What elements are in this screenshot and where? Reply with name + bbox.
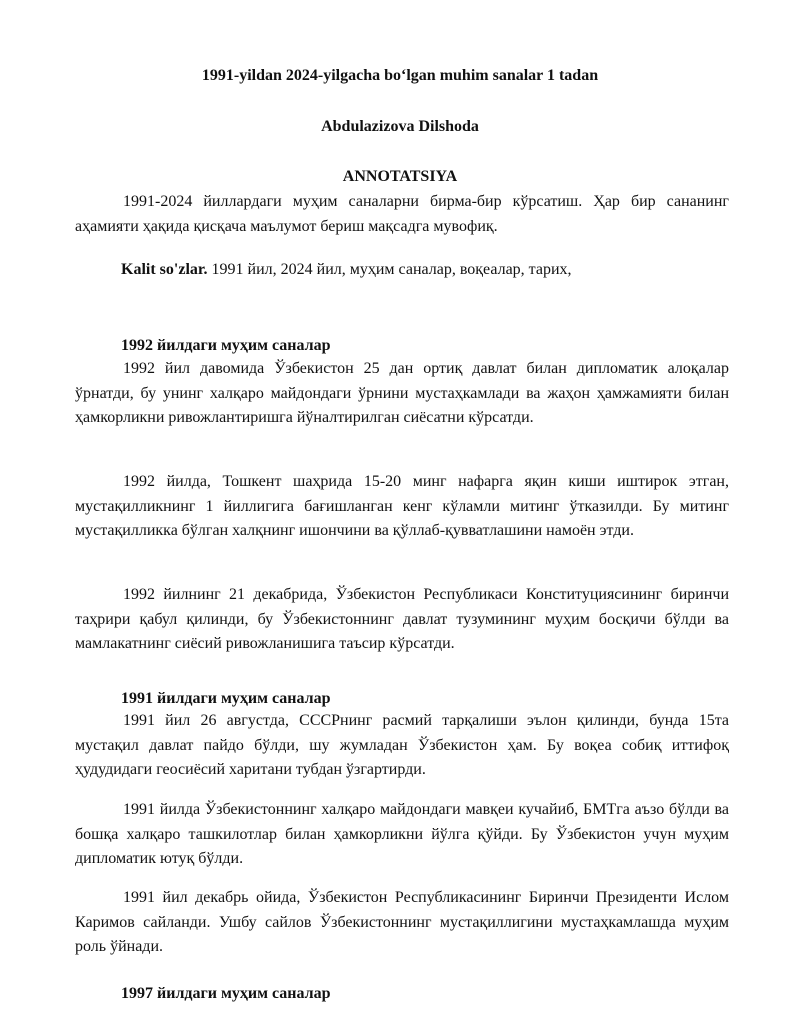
annotation-text-block bbox=[75, 190, 729, 239]
annotation-text: 1991-2024 йиллардаги муҳим саналарни бирма-бир кўрсатиш. Ҳар бир сананинг аҳамияти ҳақида қисқача маълумот бериш мақсадга мувофиқ. bbox=[75, 193, 729, 235]
section-1991-paragraph-1 bbox=[75, 709, 729, 783]
keywords-label: Kalit so'zlar. bbox=[121, 261, 208, 278]
paragraph-text: 1991 йил декабрь ойида, Ўзбекистон Республикасининг Биринчи Президенти Ислом Каримов сайланди. Ушбу сайлов Ўзбекистоннинг мустақиллигини мустаҳкамлашда муҳим роль ўйнади. bbox=[75, 889, 729, 955]
section-1992-paragraph-3 bbox=[75, 583, 729, 657]
annotation-heading: ANNOTATSIYA bbox=[342, 168, 458, 185]
paragraph-text: 1991 йил 26 августда, СССРнинг расмий тарқалиши эълон қилинди, бунда 15та мустақил давлат пайдо бўлди, шу жумладан Ўзбекистон ҳам. Бу воқеа собиқ иттифоқ ҳудудидаги геосиёсий харитани тубдан ўзгартирди. bbox=[75, 712, 729, 778]
section-1992-paragraph-1 bbox=[75, 357, 729, 431]
document-title: 1991-yildan 2024-yilgacha bo‘lgan muhim sanalar 1 tadan bbox=[201, 67, 599, 84]
section-heading-1992: 1992 йилдаги муҳим саналар bbox=[121, 337, 331, 354]
section-heading-1997: 1997 йилдаги муҳим саналар bbox=[121, 985, 331, 1002]
keywords-text: 1991 йил, 2024 йил, муҳим саналар, воқеалар, тарих, bbox=[207, 261, 572, 278]
document-author: Abdulazizova Dilshoda bbox=[321, 118, 479, 135]
section-1992-paragraph-2 bbox=[75, 470, 729, 544]
paragraph-text: 1992 йилда, Тошкент шаҳрида 15-20 минг нафарга яқин киши иштирок этган, мустақилликнинг 1 йиллигига бағишланган кенг кўламли митинг ўтказилди. Бу митинг мустақилликка бўлган халқнинг ишончини ва қўллаб-қувватлашини намоён этди. bbox=[75, 473, 729, 539]
paragraph-text: 1992 йилнинг 21 декабрида, Ўзбекистон Республикаси Конституциясининг биринчи таҳрири қабул қилинди, бу Ўзбекистоннинг давлат тузумининг муҳим босқичи бўлди ва мамлакатнинг сиёсий ривожланишига таъсир кўрсатди. bbox=[75, 586, 729, 652]
paragraph-text: 1992 йил давомида Ўзбекистон 25 дан ортиқ давлат билан дипломатик алоқалар ўрнатди, бу унинг халқаро майдондаги ўрнини мустаҳкамлади ва жаҳон ҳамжамияти билан ҳамкорликни ривожлантиришга йўналтирилган сиёсатни кўрсатди. bbox=[75, 360, 729, 426]
keywords-line bbox=[121, 259, 741, 281]
section-heading-1991: 1991 йилдаги муҳим саналар bbox=[121, 690, 331, 707]
section-1991-paragraph-2 bbox=[75, 798, 729, 872]
paragraph-text: 1991 йилда Ўзбекистоннинг халқаро майдондаги мавқеи кучайиб, БМТга аъзо бўлди ва бошқа халқаро ташкилотлар билан ҳамкорликни йўлга қўйди. Бу Ўзбекистон учун муҳим дипломатик ютуқ бўлди. bbox=[75, 801, 729, 867]
section-1991-paragraph-3 bbox=[75, 886, 729, 960]
